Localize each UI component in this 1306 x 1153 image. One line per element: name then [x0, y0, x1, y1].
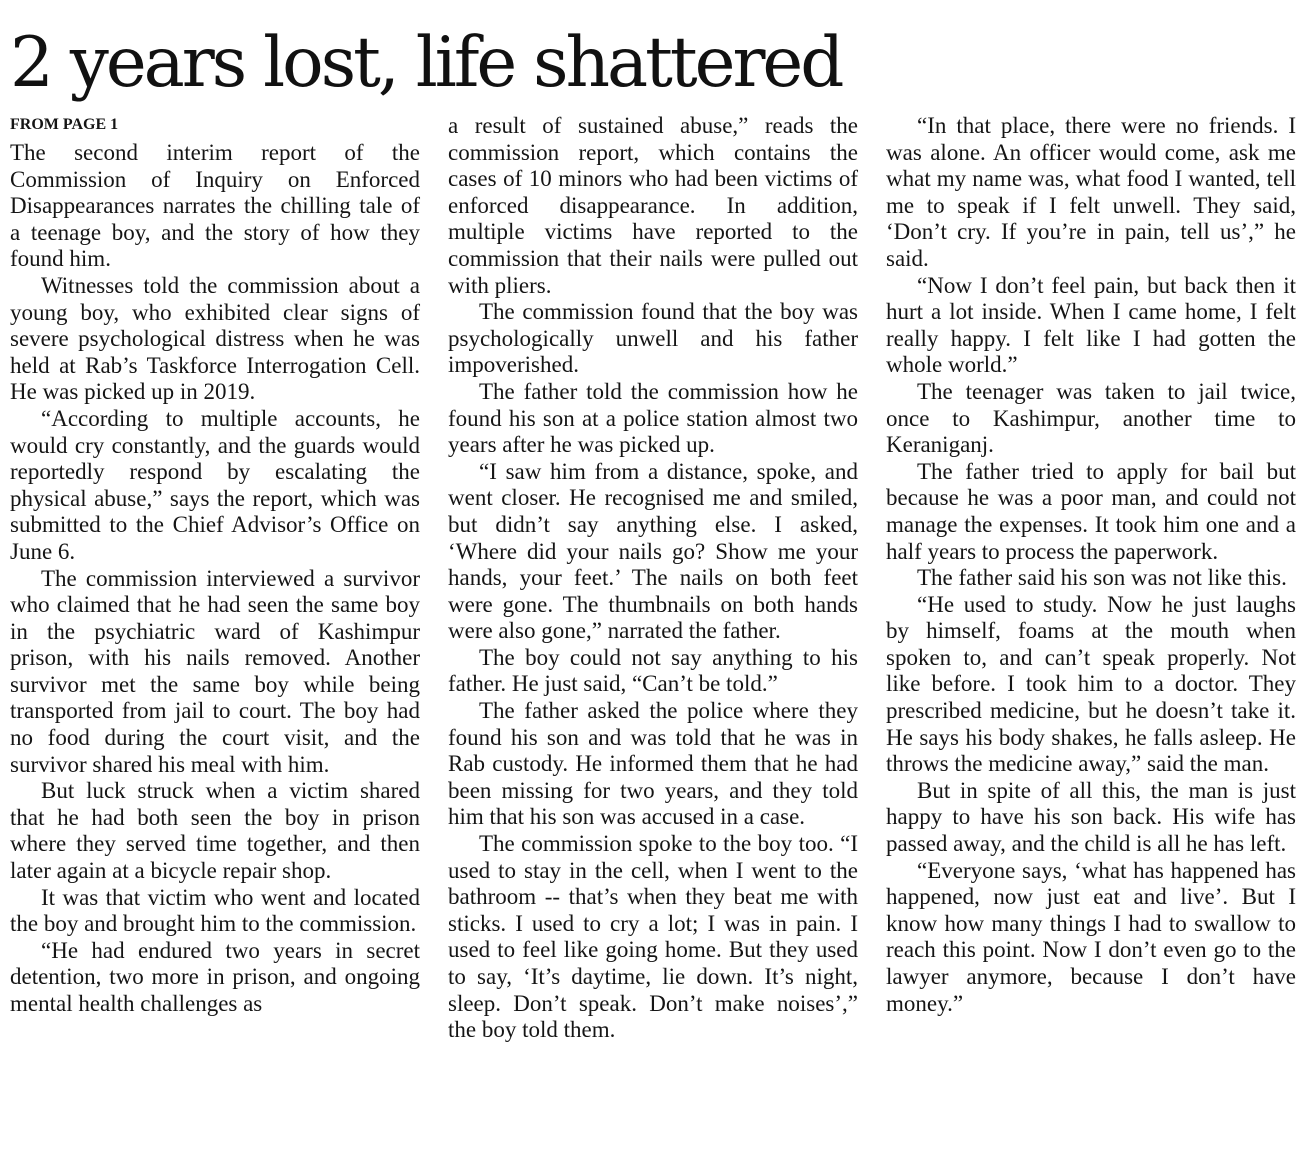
paragraph: “He had endured two years in secret detention, two more in prison, and ongoing mental health challenges as [10, 937, 420, 1016]
headline: 2 years lost, life shattered [10, 23, 842, 103]
paragraph: The commission spoke to the boy too. “I used to stay in the cell, when I went to the bathroom -- that’s when they beat me with sticks. I used to cry a lot; I was in pain. I used to feel like going home. But they used to say, ‘It’s daytime, lie down. It’s night, sleep. Don’t speak. Don’t make noises’,” the boy told them. [448, 831, 858, 1043]
paragraph: The father said his son was not like this. [917, 565, 1287, 591]
article-column-2 [448, 113, 858, 1044]
paragraph: “I saw him from a distance, spoke, and went closer. He recognised me and smiled, but didn’t say anything else. I asked, ‘Where did your nails go? Show me your hands, your feet.’ The nails on both feet were gone. The thumbnails on both hands were also gone,” narrated the father. [448, 458, 858, 644]
paragraph: The second interim report of the Commission of Inquiry on Enforced Disappearances narrates the chilling tale of a teenage boy, and the story of how they found him. [10, 140, 420, 272]
paragraph: “He used to study. Now he just laughs by himself, foams at the mouth when spoken to, and can’t speak properly. Not like before. I took him to a doctor. They prescribed medicine, but he doesn’t take it. He says his body shakes, he falls asleep. He throws the medicine away,” said the man. [886, 591, 1296, 777]
paragraph: The boy could not say anything to his father. He just said, “Can’t be told.” [448, 644, 858, 697]
paragraph: The father asked the police where they found his son and was told that he was in Rab custody. He informed them that he had been missing for two years, and they told him that his son was accused in a case. [448, 698, 858, 830]
paragraph: The teenager was taken to jail twice, once to Kashimpur, another time to Keraniganj. [886, 378, 1296, 458]
paragraph: “Everyone says, ‘what has happened has happened, now just eat and live’. But I know how many things I had to swallow to reach this point. Now I don’t even go to the lawyer anymore, because I don’t have money.” [886, 857, 1296, 1016]
paragraph: “Now I don’t feel pain, but back then it hurt a lot inside. When I came home, I felt really happy. I felt like I had gotten the whole world.” [886, 272, 1296, 378]
paragraph: But in spite of all this, the man is just happy to have his son back. His wife has passed away, and the child is all he has left. [886, 777, 1296, 857]
paragraph: The father told the commission how he found his son at a police station almost two years after he was picked up. [448, 378, 858, 458]
kicker-from-page: FROM PAGE 1 [10, 116, 119, 133]
paragraph: Witnesses told the commission about a young boy, who exhibited clear signs of severe psychological distress when he was held at Rab’s Taskforce Interrogation Cell. He was picked up in 2019. [10, 272, 420, 405]
paragraph: But luck struck when a victim shared that he had both seen the boy in prison where they served time together, and then later again at a bicycle repair shop. [10, 778, 420, 884]
paragraph: The commission found that the boy was psychologically unwell and his father impoverished. [448, 299, 858, 378]
article-column-3 [886, 113, 1296, 1017]
paragraph: “According to multiple accounts, he would cry constantly, and the guards would reportedly respond by escalating the physical abuse,” says the report, which was submitted to the Chief Advisor’s Office on June 6. [10, 405, 420, 564]
paragraph: “In that place, there were no friends. I was alone. An officer would come, ask me what my name was, what food I wanted, tell me to speak if I felt unwell. They said, ‘Don’t cry. If you’re in pain, tell us’,” he said. [886, 113, 1296, 271]
paragraph: a result of sustained abuse,” reads the commission report, which contains the cases of 10 minors who had been victims of enforced disappearance. In addition, multiple victims have reported to the commission that their nails were pulled out with pliers. [448, 113, 858, 298]
paragraph: It was that victim who went and located the boy and brought him to the commission. [10, 884, 420, 937]
paragraph: The commission interviewed a survivor who claimed that he had seen the same boy in the psychiatric ward of Kashimpur prison, with his nails removed. Another survivor met the same boy while being transported from jail to court. The boy had no food during the court visit, and the survivor shared his meal with him. [10, 565, 420, 777]
article-column-1 [10, 140, 420, 1018]
paragraph: The father tried to apply for bail but because he was a poor man, and could not manage the expenses. It took him one and a half years to process the paperwork. [886, 458, 1296, 564]
